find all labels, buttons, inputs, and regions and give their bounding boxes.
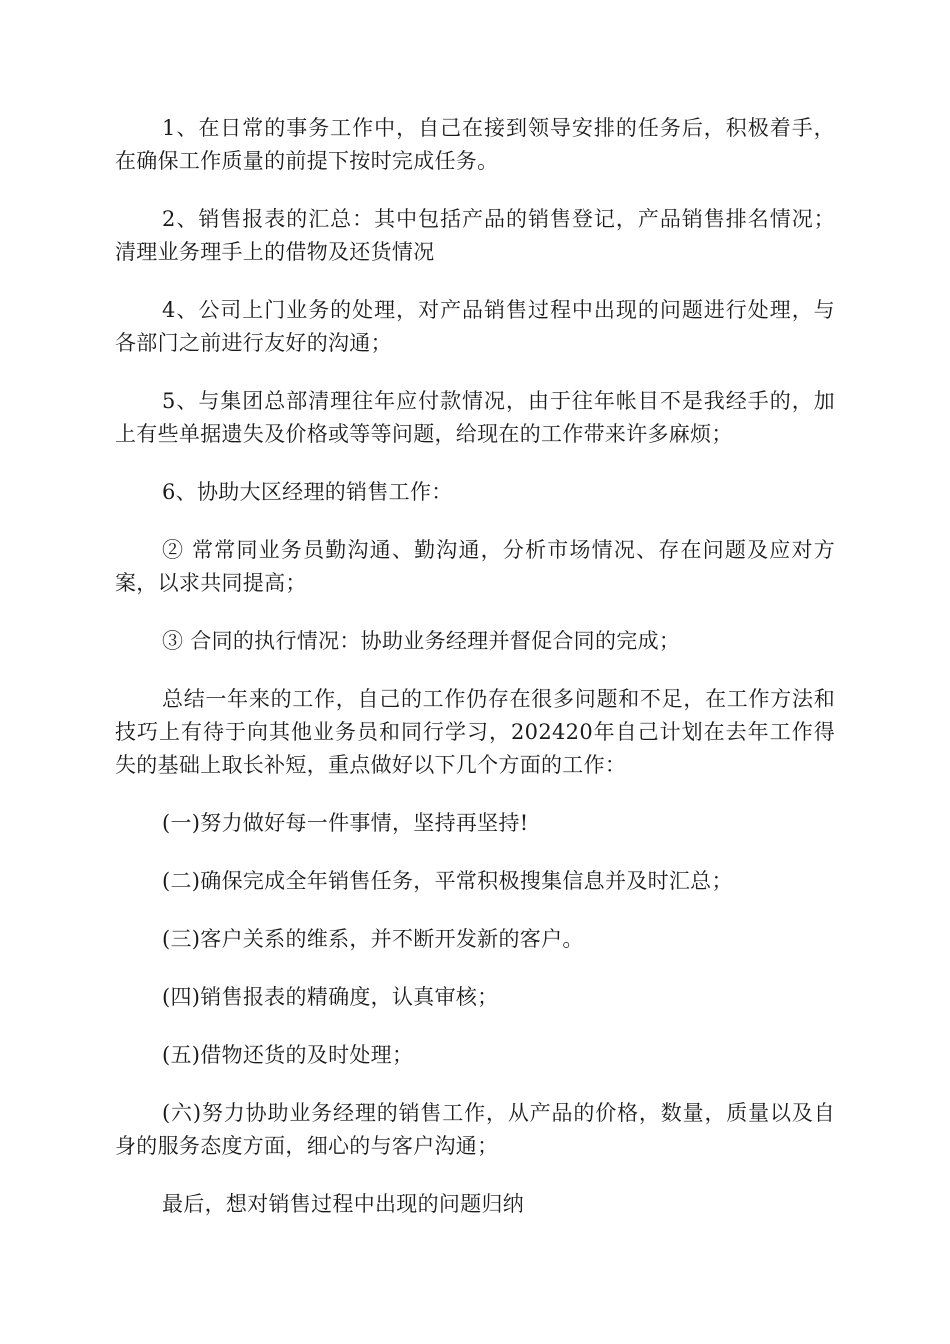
paragraph-plan-item-3: (三)客户关系的维系，并不断开发新的客户。 [162, 927, 584, 951]
paragraph-plan-item-4: (四)销售报表的精确度，认真审核； [162, 985, 499, 1009]
paragraph-contract-execution: ③ 合同的执行情况：协助业务经理并督促合同的完成； [162, 629, 681, 653]
paragraph-plan-item-6: (六)努力协助业务经理的销售工作，从产品的价格，数量，质量以及自身的服务态度方面，细心的与客户沟通； [115, 1101, 835, 1158]
paragraph-task-handling: 1、在日常的事务工作中，自己在接到领导安排的任务后，积极着手，在确保工作质量的前提下按时完成任务。 [115, 116, 835, 173]
paragraph-plan-item-5: (五)借物还货的及时处理； [162, 1043, 414, 1067]
paragraph-assist-regional-manager: 6、协助大区经理的销售工作： [162, 480, 453, 504]
paragraph-plan-item-1: (一)努力做好每一件事情，坚持再坚持! [162, 811, 529, 835]
paragraph-annual-summary: 总结一年来的工作，自己的工作仍存在很多问题和不足，在工作方法和技巧上有待于向其他业务员和同行学习，202420年自己计划在去年工作得失的基础上取长补短，重点做好以下几个方面的工作： [115, 687, 835, 777]
paragraph-onsite-business: 4、公司上门业务的处理，对产品销售过程中出现的问题进行处理，与各部门之前进行友好的沟通； [115, 298, 835, 355]
paragraph-accounts-payable: 5、与集团总部清理往年应付款情况，由于往年帐目不是我经手的，加上有些单据遗失及价格或等等问题，给现在的工作带来许多麻烦； [115, 389, 835, 446]
paragraph-sales-report-summary: 2、销售报表的汇总：其中包括产品的销售登记，产品销售排名情况；清理业务理手上的借物及还货情况 [115, 207, 835, 264]
document-body [115, 112, 835, 1246]
paragraph-closing: 最后，想对销售过程中出现的问题归纳 [162, 1192, 525, 1216]
paragraph-communication: ② 常常同业务员勤沟通、勤沟通，分析市场情况、存在问题及应对方案，以求共同提高； [115, 538, 835, 595]
paragraph-plan-item-2: (二)确保完成全年销售任务，平常积极搜集信息并及时汇总； [162, 869, 733, 893]
